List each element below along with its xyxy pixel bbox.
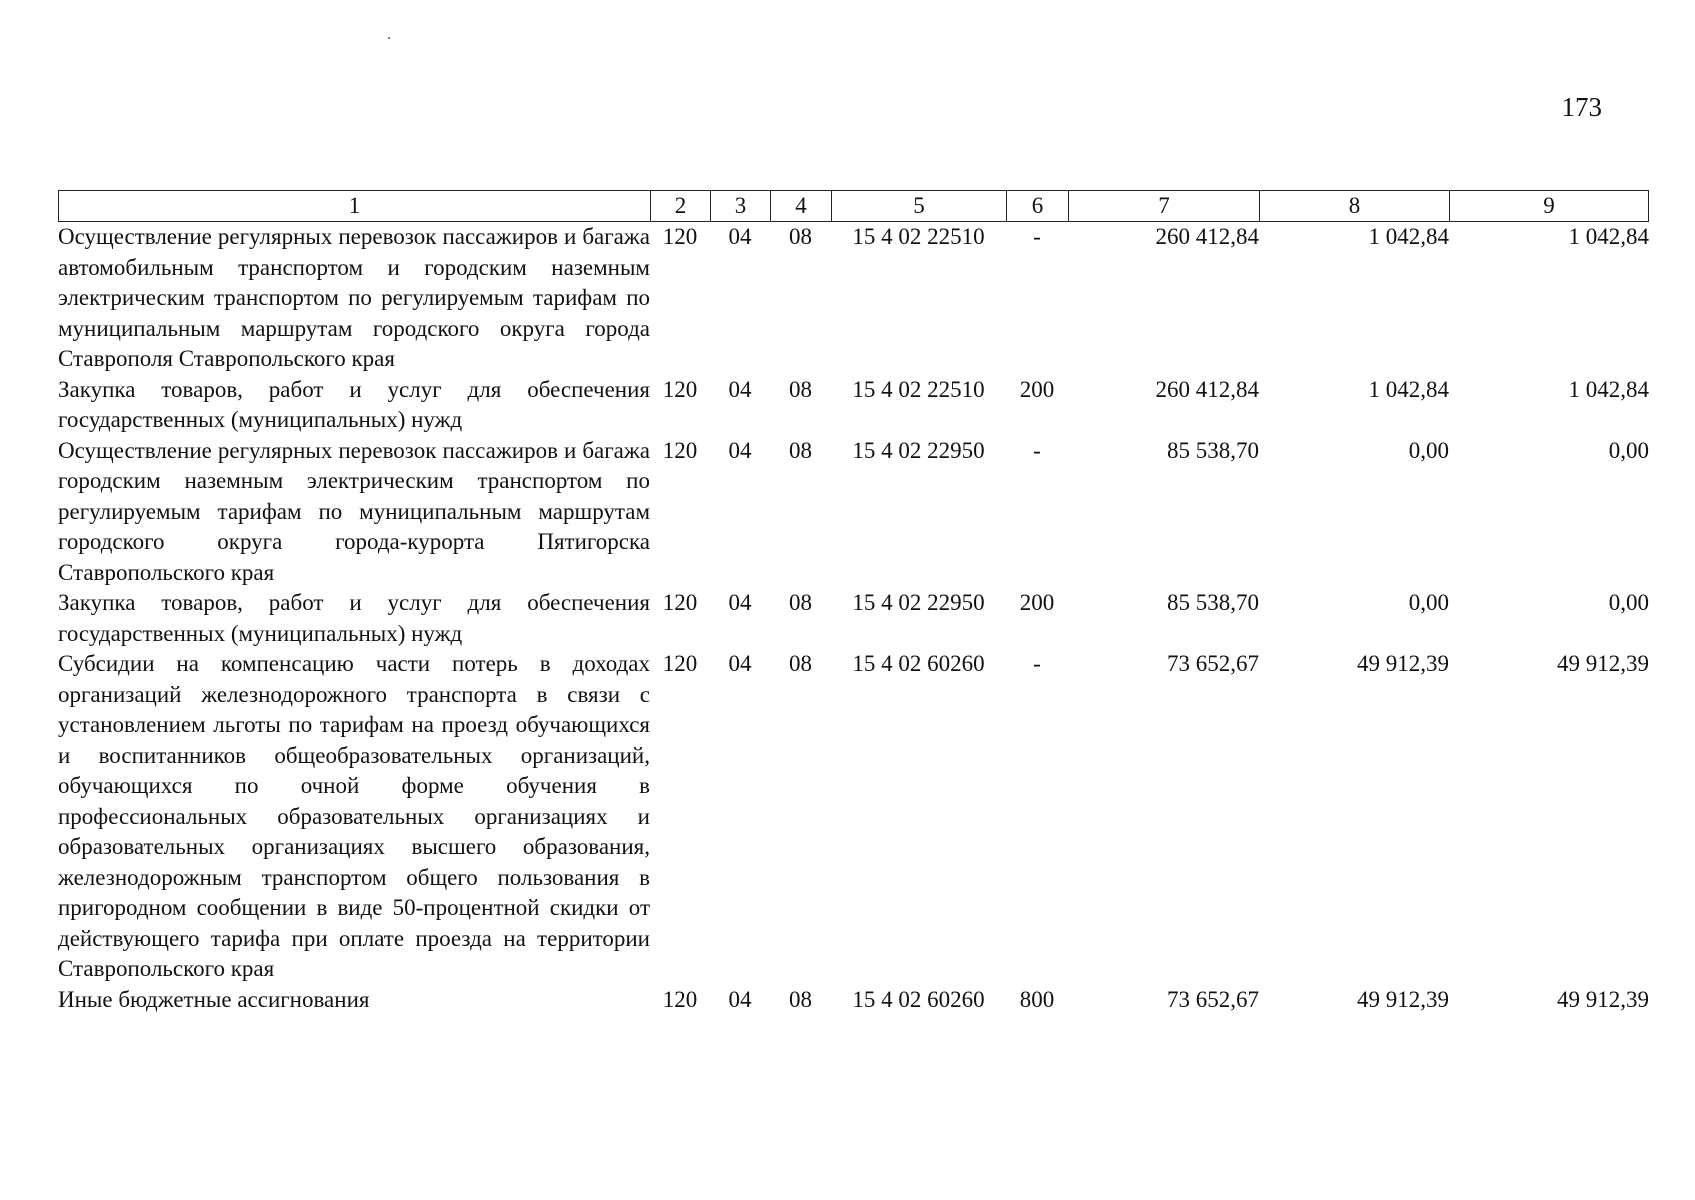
row-amount-7: 260 412,84 — [1155, 224, 1259, 249]
row-description: Осуществление регулярных перевозок пассажиров и багажа городским наземным электрическим транспортом по регулируемым тарифам по муниципальным маршрутам городского округа города-курорта Пятигорска Ставропольского края — [58, 437, 650, 585]
row-amount-9: 49 912,39 — [1557, 986, 1649, 1012]
row-amount-8: 1 042,84 — [1368, 376, 1449, 402]
row-code-admin: 120 — [662, 224, 698, 249]
col-header-4: 4 — [770, 190, 831, 222]
row-description: Закупка товаров, работ и услуг для обеспечения государственных (муниципальных) нужд — [58, 590, 650, 646]
row-code-admin: 120 — [662, 651, 698, 676]
row-description: Осуществление регулярных перевозок пассажиров и багажа автомобильным транспортом и городским наземным электрическим транспортом по регулируемым тарифам по муниципальным маршрутам городского округа города Ставрополя Ставропольского края — [58, 224, 650, 371]
row-target-article: 15 4 02 22510 — [852, 376, 985, 402]
col-header-8: 8 — [1259, 190, 1449, 222]
row-description: Субсидии на компенсацию части потерь в доходах организаций железнодорожного транспорта в связи с установлением льготы по тарифам на проезд обучающихся и воспитанников общеобразовательных организаций, обучающихся по очной форме обучения в профессиональных образовательных организациях и образовательных организациях высшего образования, железнодорожным транспортом общего пользования в пригородном сообщении в виде 50-процентной скидки от действующего тарифа при оплате проезда на территории Ставропольского края — [58, 651, 650, 981]
col-header-7: 7 — [1068, 190, 1259, 222]
col-header-9: 9 — [1449, 190, 1649, 222]
col-header-6: 6 — [1006, 190, 1068, 222]
row-target-article: 15 4 02 22950 — [852, 590, 985, 615]
row-expense-type: - — [1033, 651, 1041, 676]
header-row — [58, 190, 1649, 222]
row-code-admin: 120 — [662, 376, 698, 402]
row-section: 04 — [728, 224, 752, 249]
row-amount-7: 85 538,70 — [1167, 590, 1259, 615]
row-description: Закупка товаров, работ и услуг для обеспечения государственных (муниципальных) нужд — [58, 376, 650, 432]
row-code-admin: 120 — [662, 986, 698, 1012]
row-subsection: 08 — [789, 651, 812, 676]
table-row — [58, 985, 1649, 1016]
table-row — [58, 222, 1649, 375]
row-expense-type: 800 — [1019, 986, 1055, 1012]
row-expense-type: - — [1033, 437, 1041, 463]
row-subsection: 08 — [789, 590, 812, 615]
row-expense-type: 200 — [1019, 376, 1055, 402]
table-row — [58, 375, 1649, 436]
row-subsection: 08 — [789, 986, 812, 1012]
row-section: 04 — [728, 651, 752, 676]
row-amount-7: 73 652,67 — [1167, 986, 1259, 1012]
row-description: Иные бюджетные ассигнования — [58, 986, 370, 1012]
row-code-admin: 120 — [662, 437, 698, 463]
col-header-3: 3 — [710, 190, 770, 222]
table-row — [58, 588, 1649, 649]
row-target-article: 15 4 02 60260 — [852, 651, 985, 676]
row-subsection: 08 — [789, 376, 812, 402]
col-header-5: 5 — [831, 190, 1006, 222]
row-amount-9: 0,00 — [1608, 437, 1649, 463]
page-number: 173 — [1561, 92, 1602, 122]
row-amount-7: 73 652,67 — [1167, 651, 1259, 676]
row-amount-9: 0,00 — [1608, 590, 1649, 615]
scan-speck — [388, 37, 390, 39]
table-row — [58, 649, 1649, 985]
row-expense-type: - — [1033, 224, 1041, 249]
row-expense-type: 200 — [1019, 590, 1055, 615]
row-amount-8: 49 912,39 — [1357, 986, 1449, 1012]
row-amount-9: 49 912,39 — [1557, 651, 1649, 676]
row-amount-7: 85 538,70 — [1167, 437, 1259, 463]
row-amount-9: 1 042,84 — [1568, 376, 1649, 402]
row-target-article: 15 4 02 22950 — [852, 437, 985, 463]
row-amount-8: 49 912,39 — [1357, 651, 1449, 676]
row-section: 04 — [728, 590, 752, 615]
row-subsection: 08 — [789, 224, 812, 249]
row-amount-8: 1 042,84 — [1368, 224, 1449, 249]
table-row — [58, 436, 1649, 589]
row-amount-8: 0,00 — [1408, 590, 1449, 615]
row-subsection: 08 — [789, 437, 812, 463]
budget-table — [58, 190, 1649, 1015]
row-section: 04 — [728, 376, 752, 402]
row-target-article: 15 4 02 22510 — [852, 224, 985, 249]
row-section: 04 — [728, 986, 752, 1012]
col-header-2: 2 — [650, 190, 710, 222]
row-amount-7: 260 412,84 — [1155, 376, 1259, 402]
col-header-1: 1 — [58, 190, 650, 222]
row-section: 04 — [728, 437, 752, 463]
row-code-admin: 120 — [662, 590, 698, 615]
row-amount-8: 0,00 — [1408, 437, 1449, 463]
row-target-article: 15 4 02 60260 — [852, 986, 985, 1012]
row-amount-9: 1 042,84 — [1568, 224, 1649, 249]
